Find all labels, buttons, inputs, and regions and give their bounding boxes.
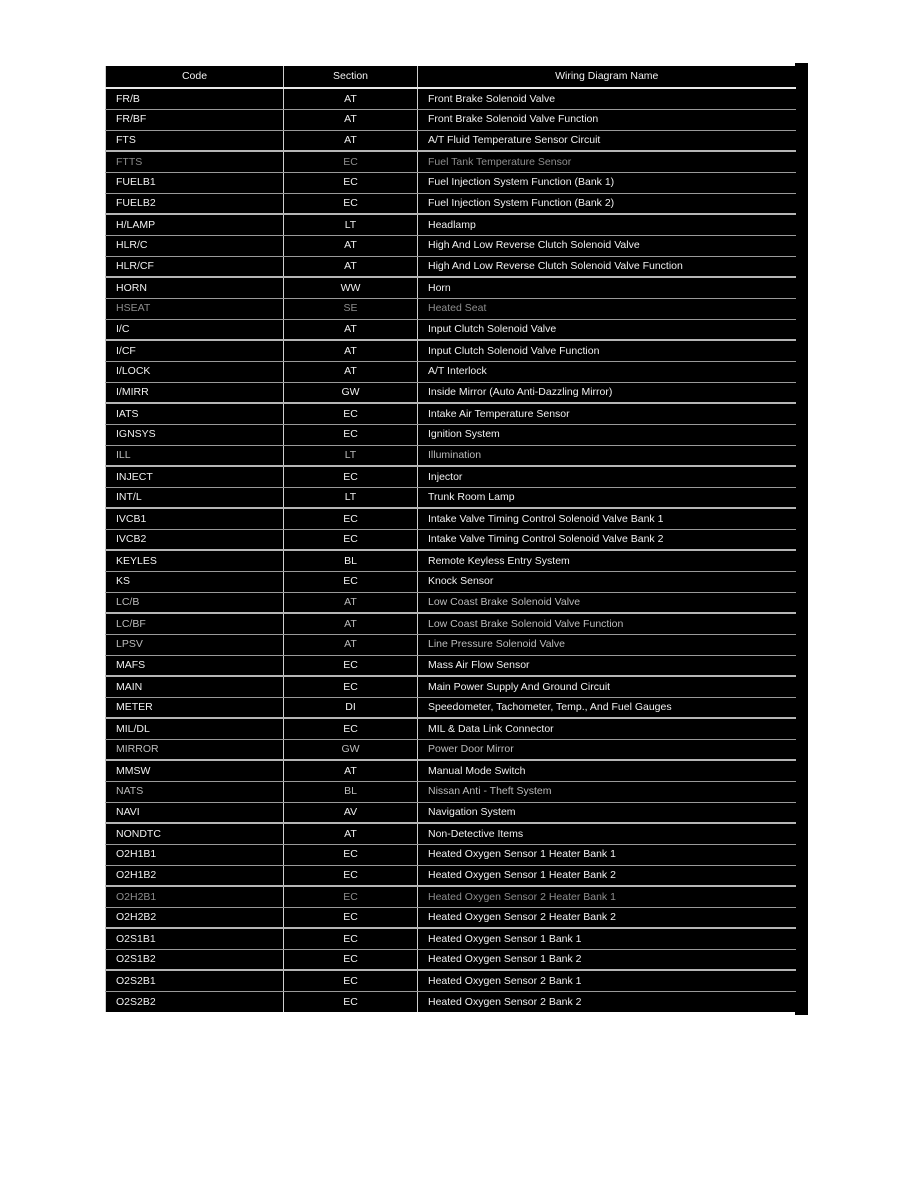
- table-row: [106, 760, 796, 781]
- cell-section: AT: [284, 130, 418, 151]
- table-row: [106, 592, 796, 613]
- table-row: [106, 277, 796, 298]
- cell-code: IATS: [106, 403, 284, 424]
- table-row: [106, 634, 796, 655]
- cell-wiring-diagram-name: Power Door Mirror: [418, 739, 796, 760]
- cell-wiring-diagram-name: Speedometer, Tachometer, Temp., And Fuel Gauges: [418, 697, 796, 718]
- cell-wiring-diagram-name: Heated Oxygen Sensor 1 Heater Bank 1: [418, 844, 796, 865]
- cell-wiring-diagram-name: Headlamp: [418, 214, 796, 235]
- cell-section: AT: [284, 823, 418, 844]
- cell-code: MAIN: [106, 676, 284, 697]
- cell-wiring-diagram-name: Heated Oxygen Sensor 1 Bank 2: [418, 949, 796, 970]
- cell-section: EC: [284, 151, 418, 172]
- table-row: [106, 781, 796, 802]
- cell-code: IVCB2: [106, 529, 284, 550]
- table-row: [106, 508, 796, 529]
- cell-section: EC: [284, 655, 418, 676]
- cell-wiring-diagram-name: Ignition System: [418, 424, 796, 445]
- table-row: [106, 445, 796, 466]
- cell-wiring-diagram-name: Injector: [418, 466, 796, 487]
- cell-section: AT: [284, 760, 418, 781]
- table-row: [106, 235, 796, 256]
- cell-section: EC: [284, 529, 418, 550]
- cell-code: NAVI: [106, 802, 284, 823]
- cell-wiring-diagram-name: Heated Oxygen Sensor 2 Heater Bank 2: [418, 907, 796, 928]
- table-row: [106, 676, 796, 697]
- cell-section: BL: [284, 781, 418, 802]
- cell-wiring-diagram-name: High And Low Reverse Clutch Solenoid Valve Function: [418, 256, 796, 277]
- table-row: [106, 193, 796, 214]
- cell-section: EC: [284, 508, 418, 529]
- cell-section: EC: [284, 676, 418, 697]
- cell-code: HLR/C: [106, 235, 284, 256]
- cell-section: EC: [284, 991, 418, 1012]
- cell-code: I/CF: [106, 340, 284, 361]
- cell-wiring-diagram-name: Heated Seat: [418, 298, 796, 319]
- table-row: [106, 991, 796, 1012]
- cell-wiring-diagram-name: Inside Mirror (Auto Anti-Dazzling Mirror): [418, 382, 796, 403]
- table-row: [106, 382, 796, 403]
- cell-wiring-diagram-name: Fuel Injection System Function (Bank 1): [418, 172, 796, 193]
- cell-wiring-diagram-name: A/T Interlock: [418, 361, 796, 382]
- cell-code: LPSV: [106, 634, 284, 655]
- table-row: [106, 109, 796, 130]
- table-header-row: [106, 66, 796, 88]
- table-row: [106, 487, 796, 508]
- cell-code: KEYLES: [106, 550, 284, 571]
- column-header-wiring-diagram-name: Wiring Diagram Name: [418, 66, 796, 88]
- cell-wiring-diagram-name: Nissan Anti - Theft System: [418, 781, 796, 802]
- cell-section: EC: [284, 403, 418, 424]
- table-row: [106, 256, 796, 277]
- cell-wiring-diagram-name: Front Brake Solenoid Valve Function: [418, 109, 796, 130]
- table-row: [106, 466, 796, 487]
- cell-section: AT: [284, 613, 418, 634]
- cell-wiring-diagram-name: Input Clutch Solenoid Valve: [418, 319, 796, 340]
- cell-wiring-diagram-name: Fuel Injection System Function (Bank 2): [418, 193, 796, 214]
- cell-wiring-diagram-name: A/T Fluid Temperature Sensor Circuit: [418, 130, 796, 151]
- table-row: [106, 340, 796, 361]
- table-row: [106, 844, 796, 865]
- cell-section: LT: [284, 487, 418, 508]
- cell-section: EC: [284, 844, 418, 865]
- cell-wiring-diagram-name: Trunk Room Lamp: [418, 487, 796, 508]
- cell-code: HORN: [106, 277, 284, 298]
- cell-code: O2H1B1: [106, 844, 284, 865]
- cell-wiring-diagram-name: Low Coast Brake Solenoid Valve: [418, 592, 796, 613]
- cell-code: MAFS: [106, 655, 284, 676]
- cell-code: NATS: [106, 781, 284, 802]
- cell-wiring-diagram-name: Intake Valve Timing Control Solenoid Valve Bank 2: [418, 529, 796, 550]
- cell-wiring-diagram-name: Front Brake Solenoid Valve: [418, 88, 796, 109]
- table-row: [106, 214, 796, 235]
- table-row: [106, 949, 796, 970]
- table-row: [106, 802, 796, 823]
- cell-code: O2H2B2: [106, 907, 284, 928]
- cell-code: MIRROR: [106, 739, 284, 760]
- table-row: [106, 613, 796, 634]
- wiring-diagram-code-table: [105, 66, 796, 1012]
- column-header-section: Section: [284, 66, 418, 88]
- cell-wiring-diagram-name: Intake Air Temperature Sensor: [418, 403, 796, 424]
- table-row: [106, 529, 796, 550]
- cell-wiring-diagram-name: Main Power Supply And Ground Circuit: [418, 676, 796, 697]
- cell-section: DI: [284, 697, 418, 718]
- table-row: [106, 571, 796, 592]
- cell-section: EC: [284, 424, 418, 445]
- cell-section: EC: [284, 970, 418, 991]
- table-body: [106, 88, 796, 1012]
- table-row: [106, 886, 796, 907]
- cell-code: HLR/CF: [106, 256, 284, 277]
- table-row: [106, 319, 796, 340]
- cell-wiring-diagram-name: Illumination: [418, 445, 796, 466]
- cell-code: IGNSYS: [106, 424, 284, 445]
- cell-code: FR/BF: [106, 109, 284, 130]
- cell-section: SE: [284, 298, 418, 319]
- cell-wiring-diagram-name: Heated Oxygen Sensor 2 Bank 1: [418, 970, 796, 991]
- cell-code: O2S2B2: [106, 991, 284, 1012]
- cell-code: O2H2B1: [106, 886, 284, 907]
- cell-wiring-diagram-name: Mass Air Flow Sensor: [418, 655, 796, 676]
- cell-section: EC: [284, 928, 418, 949]
- cell-section: AT: [284, 361, 418, 382]
- cell-wiring-diagram-name: Manual Mode Switch: [418, 760, 796, 781]
- table-row: [106, 361, 796, 382]
- cell-wiring-diagram-name: Horn: [418, 277, 796, 298]
- cell-code: H/LAMP: [106, 214, 284, 235]
- cell-wiring-diagram-name: Line Pressure Solenoid Valve: [418, 634, 796, 655]
- table-row: [106, 697, 796, 718]
- table-row: [106, 172, 796, 193]
- cell-wiring-diagram-name: Remote Keyless Entry System: [418, 550, 796, 571]
- cell-section: EC: [284, 907, 418, 928]
- cell-section: AT: [284, 256, 418, 277]
- cell-wiring-diagram-name: Intake Valve Timing Control Solenoid Valve Bank 1: [418, 508, 796, 529]
- cell-wiring-diagram-name: Heated Oxygen Sensor 2 Heater Bank 1: [418, 886, 796, 907]
- cell-section: EC: [284, 865, 418, 886]
- cell-code: INT/L: [106, 487, 284, 508]
- cell-code: MMSW: [106, 760, 284, 781]
- table-row: [106, 151, 796, 172]
- table-row: [106, 928, 796, 949]
- cell-section: AT: [284, 634, 418, 655]
- cell-section: EC: [284, 466, 418, 487]
- cell-code: O2S1B2: [106, 949, 284, 970]
- cell-code: METER: [106, 697, 284, 718]
- cell-code: KS: [106, 571, 284, 592]
- cell-code: FUELB1: [106, 172, 284, 193]
- cell-section: AT: [284, 319, 418, 340]
- cell-code: HSEAT: [106, 298, 284, 319]
- cell-wiring-diagram-name: Heated Oxygen Sensor 1 Heater Bank 2: [418, 865, 796, 886]
- cell-code: I/C: [106, 319, 284, 340]
- cell-section: AT: [284, 235, 418, 256]
- cell-section: LT: [284, 445, 418, 466]
- table-row: [106, 130, 796, 151]
- cell-section: EC: [284, 193, 418, 214]
- cell-section: AT: [284, 592, 418, 613]
- cell-wiring-diagram-name: Low Coast Brake Solenoid Valve Function: [418, 613, 796, 634]
- cell-code: FUELB2: [106, 193, 284, 214]
- cell-wiring-diagram-name: Knock Sensor: [418, 571, 796, 592]
- table-row: [106, 739, 796, 760]
- table-row: [106, 865, 796, 886]
- cell-wiring-diagram-name: Heated Oxygen Sensor 2 Bank 2: [428, 995, 582, 1008]
- cell-section: AT: [284, 109, 418, 130]
- cell-code: MIL/DL: [106, 718, 284, 739]
- table-row: [106, 424, 796, 445]
- cell-section: EC: [284, 718, 418, 739]
- cell-code: ILL: [106, 445, 284, 466]
- column-header-code: Code: [106, 66, 284, 88]
- cell-wiring-diagram-name: Input Clutch Solenoid Valve Function: [418, 340, 796, 361]
- cell-section: GW: [284, 739, 418, 760]
- cell-section: AT: [284, 88, 418, 109]
- cell-section: EC: [284, 949, 418, 970]
- table-row: [106, 970, 796, 991]
- wiring-diagram-code-table-container: [105, 63, 795, 1015]
- cell-code: INJECT: [106, 466, 284, 487]
- cell-code: LC/BF: [106, 613, 284, 634]
- cell-section: EC: [284, 886, 418, 907]
- cell-section: BL: [284, 550, 418, 571]
- cell-section: EC: [284, 172, 418, 193]
- cell-wiring-diagram-name: Heated Oxygen Sensor 1 Bank 1: [418, 928, 796, 949]
- cell-code: FTTS: [106, 151, 284, 172]
- cell-code: I/MIRR: [106, 382, 284, 403]
- cell-code: IVCB1: [106, 508, 284, 529]
- cell-code: I/LOCK: [106, 361, 284, 382]
- cell-wiring-diagram-name: MIL & Data Link Connector: [418, 718, 796, 739]
- cell-code: O2S1B1: [106, 928, 284, 949]
- table-row: [106, 88, 796, 109]
- cell-code: LC/B: [106, 592, 284, 613]
- cell-section: LT: [284, 214, 418, 235]
- table-header: [106, 66, 796, 88]
- table-row: [106, 718, 796, 739]
- table-row: [106, 550, 796, 571]
- cell-section: AV: [284, 802, 418, 823]
- cell-section: WW: [284, 277, 418, 298]
- cell-section: EC: [284, 571, 418, 592]
- table-row: [106, 907, 796, 928]
- cell-wiring-diagram-name: Fuel Tank Temperature Sensor: [418, 151, 796, 172]
- cell-section: AT: [284, 340, 418, 361]
- cell-code: O2H1B2: [106, 865, 284, 886]
- cell-code: FTS: [106, 130, 284, 151]
- cell-wiring-diagram-name: Navigation System: [418, 802, 796, 823]
- table-row: [106, 655, 796, 676]
- cell-section: GW: [284, 382, 418, 403]
- table-row: [106, 298, 796, 319]
- cell-code: NONDTC: [106, 823, 284, 844]
- table-row: [106, 403, 796, 424]
- cell-wiring-diagram-name: High And Low Reverse Clutch Solenoid Valve: [418, 235, 796, 256]
- cell-code: FR/B: [106, 88, 284, 109]
- cell-code: O2S2B1: [106, 970, 284, 991]
- table-row: [106, 823, 796, 844]
- cell-wiring-diagram-name: Non-Detective Items: [418, 823, 796, 844]
